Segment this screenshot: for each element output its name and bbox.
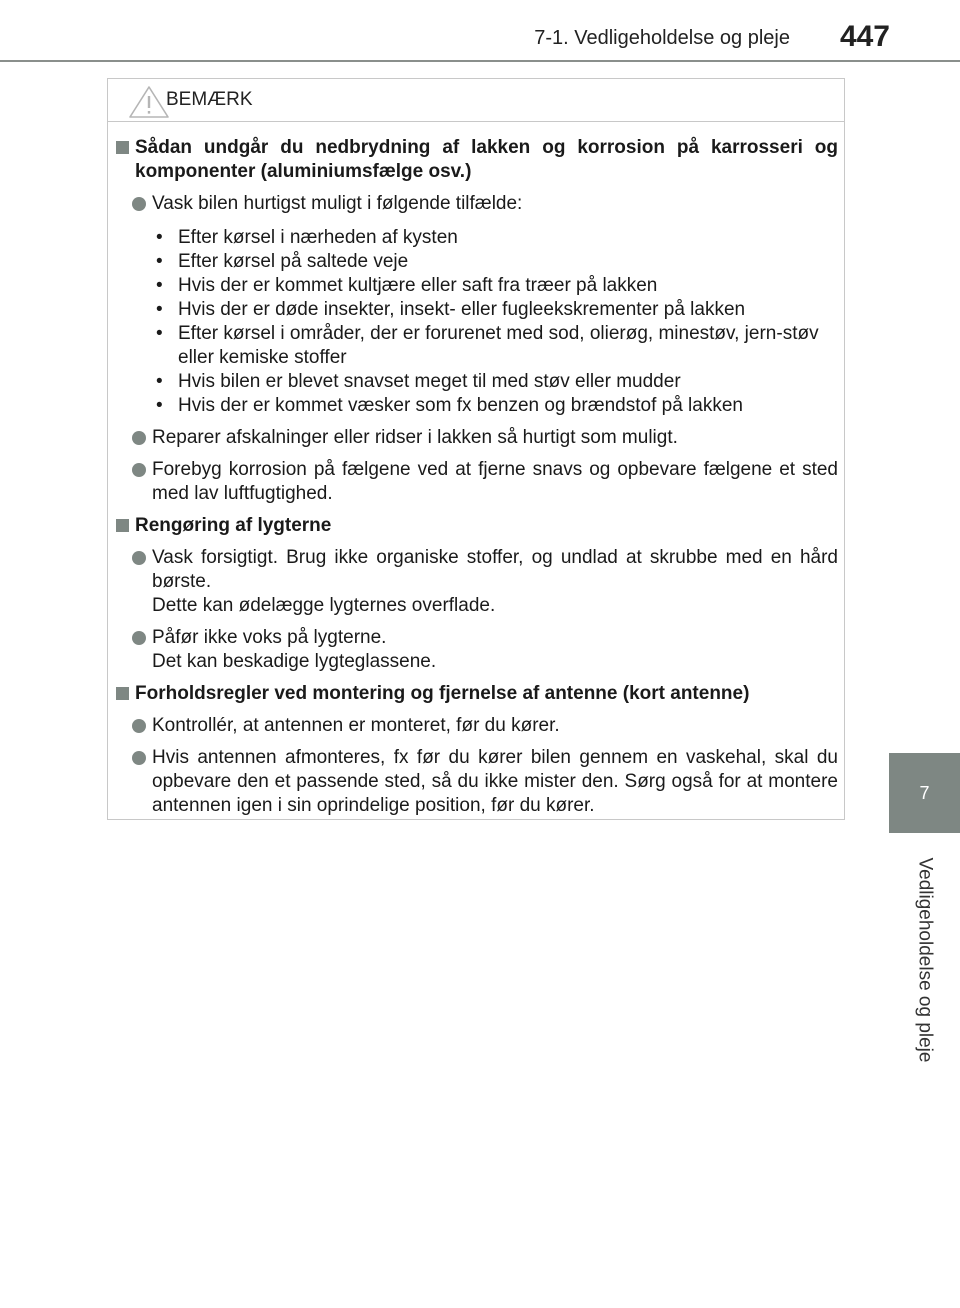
sub-list-text: Efter kørsel på saltede veje xyxy=(178,251,409,272)
chapter-number: 7 xyxy=(919,782,930,803)
notice-box xyxy=(107,78,845,820)
bullet-text: Forebyg korrosion på fælgene ved at fjerne snavs og opbevare fælgene et sted med lav luftfugtighed. xyxy=(152,459,838,504)
section-heading-text: Sådan undgår du nedbrydning af lakken og korrosion på karrosseri og komponenter (aluminiumsfælge osv.) xyxy=(135,137,838,182)
bullet-text: Kontrollér, at antennen er monteret, før du kører. xyxy=(152,715,560,736)
sub-list-text: Hvis der er døde insekter, insekt- eller fugleekskrementer på lakken xyxy=(178,299,746,320)
sub-list-item xyxy=(152,394,838,418)
sub-list xyxy=(114,226,838,418)
sub-bullet-marker: • xyxy=(156,323,163,344)
round-bullet-icon xyxy=(132,631,146,645)
sub-bullet-marker: • xyxy=(156,251,163,272)
header-rule xyxy=(0,60,960,62)
bullet-item xyxy=(114,746,838,818)
chapter-tab xyxy=(889,753,960,833)
round-bullet-icon xyxy=(132,463,146,477)
sub-bullet-marker: • xyxy=(156,395,163,416)
bullet-text: Vask forsigtigt. Brug ikke organiske stoffer, og undlad at skrubbe med en hård børste. xyxy=(152,547,838,592)
sub-list-text: Hvis der er kommet væsker som fx benzen og brændstof på lakken xyxy=(178,395,743,416)
sub-list-item xyxy=(152,226,838,250)
sub-list-item xyxy=(152,250,838,274)
sub-bullet-marker: • xyxy=(156,275,163,296)
bullet-item xyxy=(114,714,838,738)
bullet-item xyxy=(114,458,838,506)
page-number: 447 xyxy=(839,20,890,53)
section-heading xyxy=(114,682,838,706)
bullet-text: Hvis antennen afmonteres, fx før du kører bilen gennem en vaskehal, skal du opbevare den et passende sted, så du ikke mister den. Sørg også for at montere antennen igen i sin oprindelige position, før du kører. xyxy=(152,747,838,816)
bullet-text: Det kan beskadige lygteglassene. xyxy=(152,651,437,672)
section-heading-text: Rengøring af lygterne xyxy=(135,515,332,536)
round-bullet-icon xyxy=(132,719,146,733)
sub-list-text: Efter kørsel i nærheden af kysten xyxy=(178,227,458,248)
round-bullet-icon xyxy=(132,197,146,211)
sub-list-item xyxy=(152,370,838,394)
sub-bullet-marker: • xyxy=(156,227,163,248)
bullet-item xyxy=(114,626,838,674)
sub-bullet-marker: • xyxy=(156,371,163,392)
chapter-label xyxy=(889,845,960,1075)
square-bullet-icon xyxy=(116,687,129,700)
sub-list-item xyxy=(152,274,838,298)
warning-triangle-icon xyxy=(128,85,170,119)
sub-bullet-marker: • xyxy=(156,299,163,320)
sub-list-item xyxy=(152,298,838,322)
section-title: 7-1. Vedligeholdelse og pleje xyxy=(534,27,790,49)
notice-header xyxy=(108,79,844,122)
section-heading-text: Forholdsregler ved montering og fjernelse af antenne (kort antenne) xyxy=(135,683,750,704)
bullet-text: Påfør ikke voks på lygterne. xyxy=(152,627,387,648)
bullet-text: Vask bilen hurtigst muligt i følgende tilfælde: xyxy=(152,193,523,214)
sub-list-text: Hvis bilen er blevet snavset meget til med støv eller mudder xyxy=(178,371,681,392)
chapter-title: Vedligeholdelse og pleje xyxy=(914,857,936,1063)
section-heading xyxy=(114,514,838,538)
round-bullet-icon xyxy=(132,431,146,445)
bullet-text: Dette kan ødelægge lygternes overflade. xyxy=(152,595,496,616)
bullet-item xyxy=(114,546,838,618)
bullet-text: Reparer afskalninger eller ridser i lakken så hurtigt som muligt. xyxy=(152,427,678,448)
sub-list-item xyxy=(152,322,838,370)
round-bullet-icon xyxy=(132,751,146,765)
bullet-item xyxy=(114,426,838,450)
round-bullet-icon xyxy=(132,551,146,565)
square-bullet-icon xyxy=(116,519,129,532)
sub-list-text: Hvis der er kommet kultjære eller saft fra træer på lakken xyxy=(178,275,658,296)
bullet-item xyxy=(114,192,838,216)
notice-title: BEMÆRK xyxy=(166,89,253,110)
section-heading xyxy=(114,136,838,184)
notice-body xyxy=(108,122,844,818)
square-bullet-icon xyxy=(116,141,129,154)
sub-list-text: Efter kørsel i områder, der er forurenet med sod, olierøg, minestøv, jern-støv eller kemiske stoffer xyxy=(178,323,819,368)
